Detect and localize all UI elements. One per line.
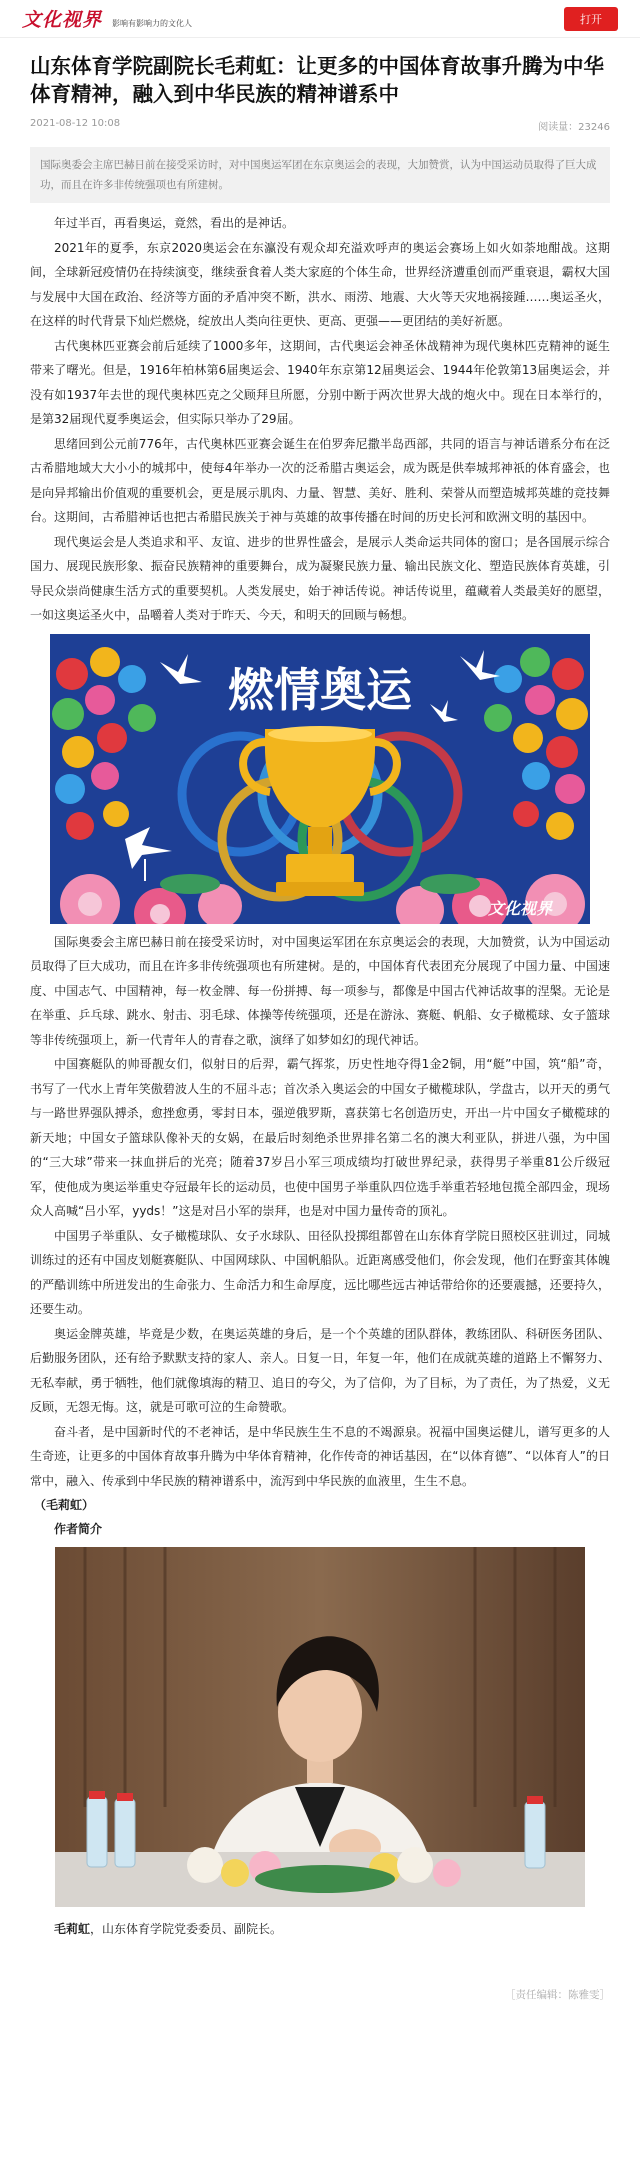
paragraph: 中国赛艇队的帅哥靓女们，似射日的后羿，霸气挥浆，历史性地夺得1金2铜，用“艇”中国，筑“船”奇，书写了一代水上青年笑傲碧波人生的不屈斗志；首次杀入奥运会的中国女子橄榄球队，学盘古，以开天的勇气与一路世界强队搏杀，愈挫愈勇，零封日本，强逆俄罗斯，喜获第七名创造历史，开出一片中国女子橄榄球的新天地；中国女子篮球队像补天的女娲，在最后时刻绝杀世界排名第二名的澳大利亚队，拼进八强，为中国的“三大球”带来一抹血拼后的光亮；随着37岁吕小军三项成绩均打破世界纪录，获得男子举重81公斤级冠军，使他成为奥运举重史夺冠最年长的运动员，也使中国男子举重队四位选手举重若轻地包揽全部四金，现场众人高喊“吕小军，yyds！”这是对吕小军的崇拜，也是对中国力量传奇的顶礼。 — [30, 1057, 610, 1218]
photo-caption — [54, 1917, 610, 1941]
author-signature: （毛莉虹） — [34, 1498, 95, 1512]
article — [0, 52, 640, 2002]
author-photo — [55, 1547, 585, 1907]
logo-text: 文化视界 — [22, 9, 103, 31]
open-app-button[interactable]: 打开 — [564, 7, 618, 31]
read-count: 阅读量：23246 — [538, 122, 610, 133]
paragraph: 思绪回到公元前776年，古代奥林匹亚赛会诞生在伯罗奔尼撒半岛西部，共同的语言与神话谱系分布在泛古希腊地域大大小小的城邦中，使每4年举办一次的泛希腊古奥运会，成为既是供奉城邦神祇的体育盛会，也是向异邦输出价值观的重要机会，更是展示肌肉、力量、智慧、美好、胜利、荣誉从而塑造城邦英雄的竞技舞台。这期间，古希腊神话也把古希腊民族关于神与英雄的故事传播在时间的历史长河和欧洲文明的基因中。 — [30, 436, 610, 524]
paragraph: 现代奥运会是人类追求和平、友谊、进步的世界性盛会，是展示人类命运共同体的窗口；是各国展示综合国力、展现民族形象、振奋民族精神的重要舞台，成为凝聚民族力量、输出民族文化、塑造民族体育英雄，引导民众崇尚健康生活方式的重要契机。人类发展史，始于神话传说。神话传说里，蕴藏着人类最美好的愿望，一如这奥运圣火中，品嚼着人类对于昨天、今天，和明天的回顾与畅想。 — [30, 534, 610, 622]
olympic-poster-image — [50, 634, 590, 924]
author-intro-heading: 作者简介 — [54, 1522, 103, 1536]
article-title: 山东体育学院副院长毛莉虹：让更多的中国体育故事升腾为中华体育精神，融入到中华民族的精神谱系中 — [30, 54, 604, 106]
caption-text: ，山东体育学院党委委员、副院长。 — [90, 1922, 283, 1936]
top-bar — [0, 0, 640, 38]
caption-name: 毛莉虹 — [54, 1922, 91, 1936]
article-summary: 国际奥委会主席巴赫日前在接受采访时，对中国奥运军团在东京奥运会的表现，大加赞赏，认为中国运动员取得了巨大成功，而且在许多非传统强项也有所建树。 — [30, 147, 610, 203]
paragraph: 古代奥林匹亚赛会前后延续了1000多年，这期间，古代奥运会神圣休战精神为现代奥林匹克精神的诞生带来了曙光。但是，1916年柏林第6届奥运会、1940年东京第12届奥运会、1944年伦敦第13届奥运会，并没有如1937年去世的现代奥林匹克之父顾拜旦所愿，分别中断于两次世界大战的炮火中。现在日本举行的，是第32届现代夏季奥运会，但实际只举办了29届。 — [30, 338, 610, 426]
logo-slogan: 影响有影响力的文化人 — [112, 19, 193, 28]
paragraph: 奋斗者，是中国新时代的不老神话，是中华民族生生不息的不竭源泉。祝福中国奥运健儿，谱写更多的人生奇迹，让更多的中国体育故事升腾为中华体育精神，化作传奇的神话基因，在“以体育德”、“以体育人”的日常中，融入、传承到中华民族的精神谱系中，流泻到中华民族的血液里，生生不息。 — [30, 1424, 610, 1488]
paragraph: 国际奥委会主席巴赫日前在接受采访时，对中国奥运军团在东京奥运会的表现，大加赞赏，认为中国运动员取得了巨大成功，而且在许多非传统强项也有所建树。是的，中国体育代表团充分展现了中国力量、中国速度、中国志气、中国精神，每一枚金牌、每一份拼搏、每一项参与，都像是中国古代神话故事的涅槃。无论是在举重、乒乓球、跳水、射击、羽毛球、体操等传统强项，还是在游泳、赛艇、帆船、女子橄榄球、女子篮球等非传统强项上，新一代青年人的青春之歌，演绎了如梦如幻的现代神话。 — [30, 934, 610, 1047]
site-logo[interactable] — [22, 5, 192, 32]
poster-illustration — [50, 634, 590, 924]
article-meta — [30, 118, 610, 133]
poster-title: 燃情奥运 — [228, 662, 412, 717]
paragraph: 2021年的夏季，东京2020奥运会在东瀛没有观众却充溢欢呼声的奥运会赛场上如火如荼地酣战。这期间，全球新冠疫情仍在持续演变，继续蚕食着人类大家庭的个体生命，世界经济遭重创而严重衰退，霸权大国与发展中大国在政治、经济等方面的矛盾冲突不断，洪水、雨涝、地震、大火等天灾地祸接踵……奥运圣火，在这样的时代背景下灿烂燃烧，绽放出人类向往更快、更高、更强——更团结的美好祈愿。 — [30, 240, 610, 328]
poster-watermark: 文化视界 — [487, 898, 553, 918]
paragraph: 奥运金牌英雄，毕竟是少数，在奥运英雄的身后，是一个个英雄的团队群体，教练团队、科研医务团队、后勤服务团队，还有给予默默支持的家人、亲人。日复一日，年复一年，他们在成就英雄的道路上不懈努力、无私奉献，勇于牺牲，他们就像填海的精卫、追日的夸父，为了信仰，为了目标，为了责任，为了热爱，义无反顾，无怨无悔。这，就是可歌可泣的生命赞歌。 — [30, 1326, 610, 1414]
paragraph: 年过半百，再看奥运，竟然，看出的是神话。 — [54, 216, 295, 230]
paragraph: 中国男子举重队、女子橄榄球队、女子水球队、田径队投掷组都曾在山东体育学院日照校区驻训过，同城训练过的还有中国皮划艇赛艇队、中国网球队、中国帆船队。近距离感受他们，你会发现，他们在野蛮其体魄的严酷训练中所迸发出的生命张力、生命活力和生命厚度，远比哪些远古神话带给你的还要震撼，还要持久，还要生动。 — [30, 1228, 610, 1316]
responsible-editor: ［责任编辑：陈雅雯］ — [505, 1989, 610, 2001]
publish-date: 2021-08-12 10:08 — [30, 118, 121, 129]
author-photo-illustration — [55, 1547, 585, 1907]
